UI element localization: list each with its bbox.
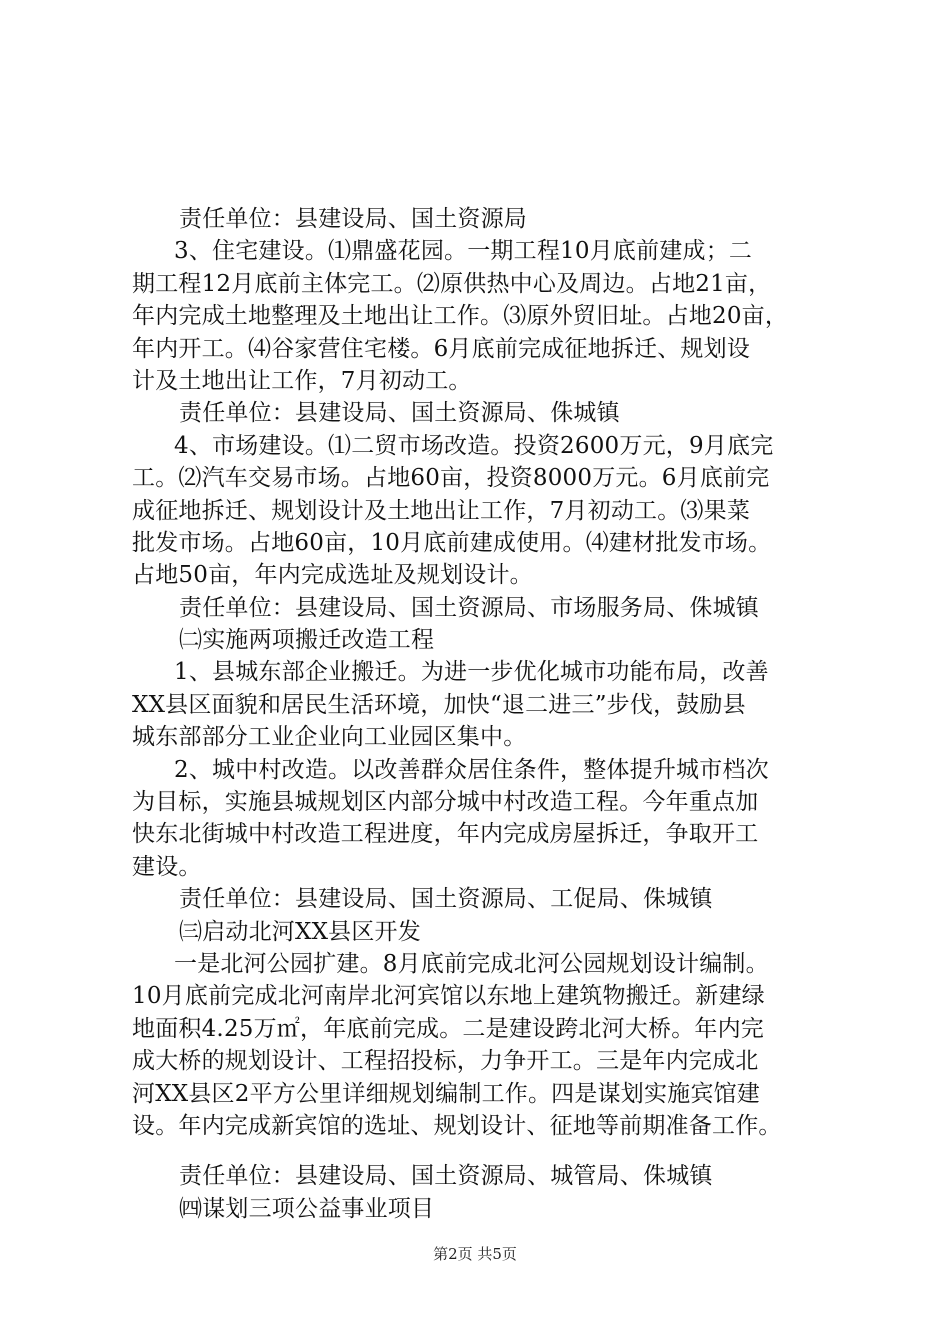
- paragraph-line: 设。年内完成新宾馆的选址、规划设计、征地等前期准备工作。: [132, 1112, 782, 1139]
- paragraph-line: 计及土地出让工作，7月初动工。: [132, 367, 472, 394]
- paragraph-line: 10月底前完成北河南岸北河宾馆以东地上建筑物搬迁。新建绿: [132, 983, 765, 1010]
- paragraph-line: 建设。: [132, 853, 202, 880]
- paragraph-line: 1、县城东部企业搬迁。为进一步优化城市功能布局，改善: [174, 659, 769, 686]
- responsible-unit-line: 责任单位：县建设局、国土资源局、市场服务局、侏城镇: [179, 594, 759, 621]
- paragraph-line: 成大桥的规划设计、工程招投标，力争开工。三是年内完成北: [132, 1048, 759, 1075]
- section-heading: ㈢启动北河XX县区开发: [179, 918, 421, 945]
- paragraph-line: 地面积4.25万㎡，年底前完成。二是建设跨北河大桥。年内完: [132, 1015, 765, 1042]
- paragraph-line: 年内开工。⑷谷家营住宅楼。6月底前完成征地拆迁、规划设: [132, 335, 751, 362]
- responsible-unit-line: 责任单位：县建设局、国土资源局、侏城镇: [179, 400, 620, 427]
- paragraph-line: 期工程12月底前主体完工。⑵原供热中心及周边。占地21亩，: [132, 270, 772, 297]
- paragraph-line: 快东北街城中村改造工程进度，年内完成房屋拆迁，争取开工: [132, 821, 759, 848]
- responsible-unit-line: 责任单位：县建设局、国土资源局、城管局、侏城镇: [179, 1163, 713, 1190]
- paragraph-line: 成征地拆迁、规划设计及土地出让工作，7月初动工。⑶果菜: [132, 497, 751, 524]
- paragraph-line: 一是北河公园扩建。8月底前完成北河公园规划设计编制。: [174, 950, 769, 977]
- paragraph-line: 4、市场建设。⑴二贸市场改造。投资2600万元，9月底完: [174, 432, 774, 459]
- paragraph-line: 为目标，实施县城规划区内部分城中村改造工程。今年重点加: [132, 789, 759, 816]
- responsible-unit-line: 责任单位：县建设局、国土资源局: [179, 206, 527, 232]
- paragraph-line: 3、住宅建设。⑴鼎盛花园。一期工程10月底前建成；二: [174, 238, 753, 265]
- paragraph-line: 河XX县区2平方公里详细规划编制工作。四是谋划实施宾馆建: [132, 1080, 760, 1107]
- paragraph-line: 城东部部分工业企业向工业园区集中。: [132, 724, 527, 751]
- section-heading: ㈡实施两项搬迁改造工程: [179, 627, 435, 654]
- responsible-unit-line: 责任单位：县建设局、国土资源局、工促局、侏城镇: [179, 886, 713, 913]
- section-heading: ㈣谋划三项公益事业项目: [179, 1195, 435, 1222]
- paragraph-line: 批发市场。占地60亩，10月底前建成使用。⑷建材批发市场。: [132, 529, 772, 556]
- document-body: [132, 203, 832, 1225]
- paragraph-line: 占地50亩，年内完成选址及规划设计。: [132, 562, 533, 589]
- paragraph-line: 2、城中村改造。以改善群众居住条件，整体提升城市档次: [174, 756, 769, 783]
- page-number-footer: 第2页 共5页: [433, 1245, 517, 1263]
- paragraph-line: 工。⑵汽车交易市场。占地60亩，投资8000万元。6月底前完: [132, 465, 770, 492]
- paragraph-line: XX县区面貌和居民生活环境，加快“退二进三”步伐，鼓励县: [132, 691, 746, 718]
- paragraph-line: 年内完成土地整理及土地出让工作。⑶原外贸旧址。占地20亩，: [132, 303, 789, 330]
- paragraph-gap: [132, 1142, 832, 1160]
